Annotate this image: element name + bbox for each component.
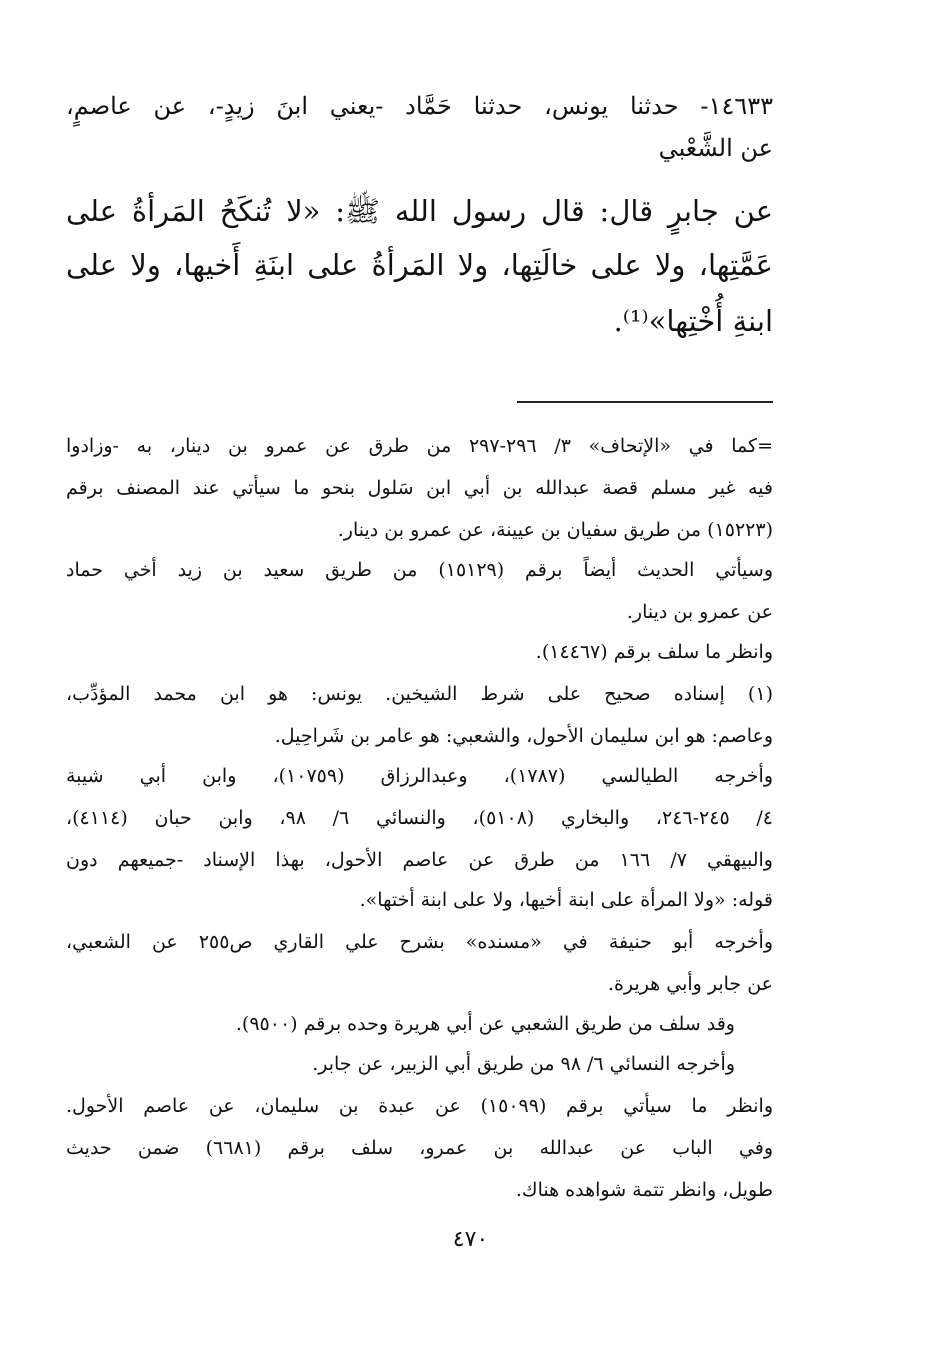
footnote-line-13: وأخرجه أبو حنيفة في «مسنده» بشرح علي القاري ص٢٥٥ عن الشعبي،	[66, 931, 773, 953]
footnote-line-14: عن جابر وأبي هريرة.	[607, 973, 773, 995]
footnote-line-9: وأخرجه الطيالسي (١٧٨٧)، وعبدالرزاق (١٠٧٥٩)، وابن أبي شيبة	[66, 765, 773, 787]
footnote-line-1: =كما في «الإتحاف» ٣/ ٢٩٦-٢٩٧ من طرق عن عمرو بن دينار، به -وزادوا	[66, 435, 773, 457]
hadith-line-4: عَمَّتِها، ولا على خالَتِها، ولا المَرأةُ على ابنَةِ أَخيها، ولا على	[66, 248, 773, 282]
footnote-line-11: والبيهقي ٧/ ١٦٦ من طرق عن عاصم الأحول، بهذا الإسناد -جميعهم دون	[66, 849, 773, 871]
footnote-line-18: وفي الباب عن عبدالله بن عمرو، سلف برقم (٦٦٨١) ضمن حديث	[66, 1137, 773, 1159]
footnote-line-16: وأخرجه النسائي ٦/ ٩٨ من طريق أبي الزبير، عن جابر.	[312, 1053, 735, 1075]
footnote-separator	[517, 401, 773, 403]
footnote-line-6: وانظر ما سلف برقم (١٤٤٦٧).	[535, 641, 773, 663]
footnote-line-4: وسيأتي الحديث أيضاً برقم (١٥١٢٩) من طريق سعيد بن زيد أخي حماد	[66, 559, 773, 581]
page-number: ٤٧٠	[452, 1227, 489, 1252]
hadith-line-2: عن الشَّعْبي	[658, 134, 773, 162]
footnote-line-8: وعاصم: هو ابن سليمان الأحول، والشعبي: هو عامر بن شَراحِيل.	[274, 725, 773, 747]
footnote-line-3: (١٥٢٢٣) من طريق سفيان بن عيينة، عن عمرو بن دينار.	[337, 519, 773, 541]
hadith-line-5: ابنةِ أُخْتِها»⁽¹⁾.	[613, 304, 773, 338]
hadith-line-3: عن جابرٍ قال: قال رسول الله ﷺ: «لا تُنكَحُ المَرأةُ على	[66, 194, 773, 228]
footnote-line-17: وانظر ما سيأتي برقم (١٥٠٩٩) عن عبدة بن سليمان، عن عاصم الأحول.	[66, 1095, 773, 1117]
hadith-line-1: ١٤٦٣٣- حدثنا يونس، حدثنا حَمَّاد -يعني ابنَ زيدٍ-، عن عاصمٍ،	[66, 92, 773, 120]
footnote-line-12: قوله: «ولا المرأة على ابنة أخيها، ولا على ابنة أختها».	[359, 889, 773, 911]
footnote-line-7: (١) إسناده صحيح على شرط الشيخين. يونس: هو ابن محمد المؤدِّب،	[66, 683, 773, 705]
footnote-line-15: وقد سلف من طريق الشعبي عن أبي هريرة وحده برقم (٩٥٠٠).	[235, 1013, 735, 1035]
footnote-line-10: ٤/ ٢٤٥-٢٤٦، والبخاري (٥١٠٨)، والنسائي ٦/ ٩٨، وابن حبان (٤١١٤)،	[66, 807, 773, 829]
footnote-line-19: طويل، وانظر تتمة شواهده هناك.	[515, 1179, 773, 1201]
footnote-line-2: فيه غير مسلم قصة عبدالله بن أبي ابن سَلول بنحو ما سيأتي عند المصنف برقم	[66, 477, 773, 499]
footnote-line-5: عن عمرو بن دينار.	[626, 601, 773, 623]
